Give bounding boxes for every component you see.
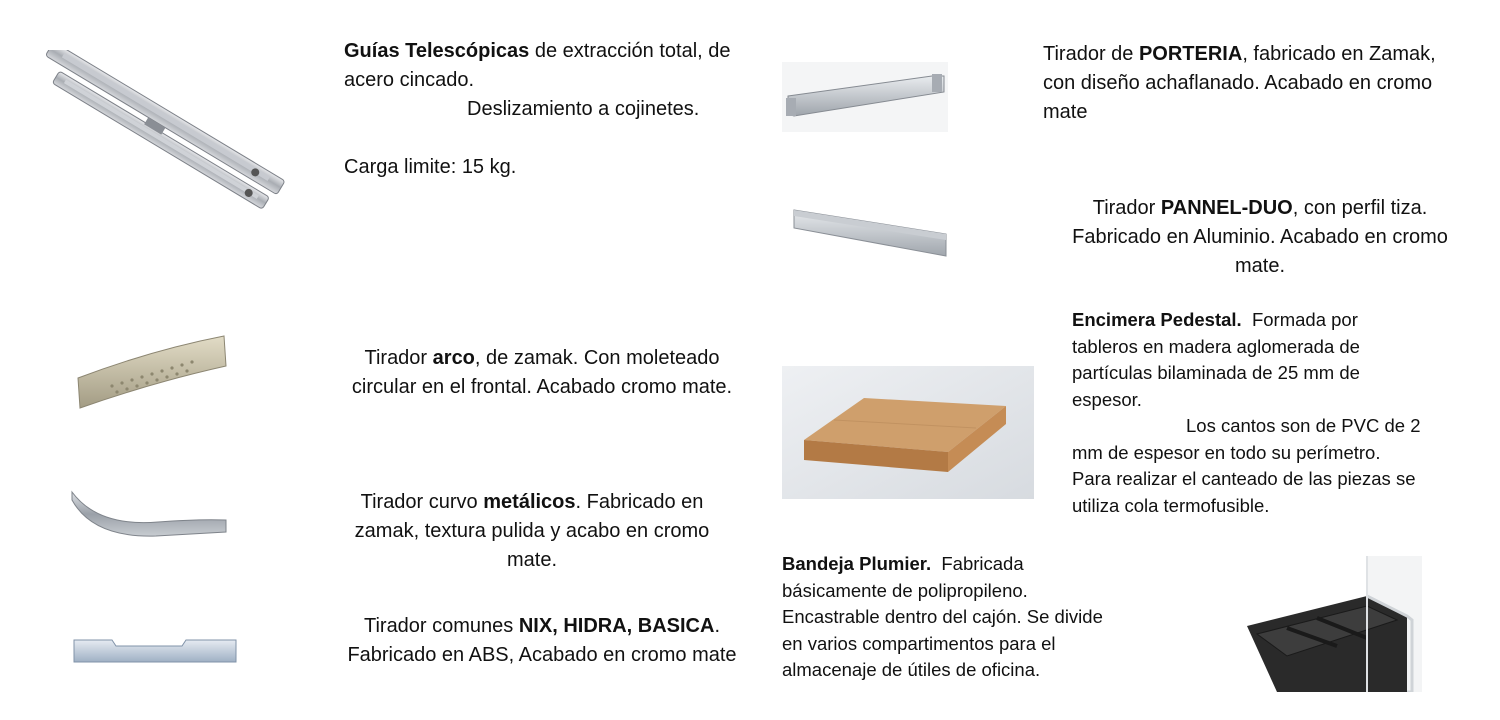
bold-term: Bandeja Plumier.: [782, 553, 932, 574]
desc-line: con diseño achaflanado. Acabado en cromo: [1043, 72, 1433, 94]
desc-text: .: [714, 615, 720, 637]
desc-line: en varios compartimentos para el: [782, 632, 1056, 654]
desc-line: Los cantos son de PVC de 2: [1186, 415, 1421, 436]
desc-line: [344, 37, 764, 66]
curved-handle-image: [68, 482, 230, 542]
bold-term: PORTERIA: [1138, 43, 1243, 65]
bar-handle-image: [782, 62, 948, 132]
desc-text: Tirador comunes: [363, 615, 519, 637]
wood-board-image: [782, 366, 1034, 499]
desc-line: [344, 124, 764, 153]
bold-term: PANNEL-DUO: [1160, 197, 1293, 219]
arch-handle-image: [72, 330, 232, 410]
arch-handle-description: [318, 344, 766, 402]
desc-line: [318, 344, 766, 373]
desc-line: [1040, 194, 1480, 223]
desc-line: tableros en madera aglomerada de: [1072, 335, 1360, 357]
profile-handle-image: [790, 204, 950, 264]
desc-line: mm de espesor en todo su perímetro.: [1072, 441, 1381, 463]
desc-line: circular en el frontal. Acabado cromo mate.: [351, 376, 733, 398]
bold-term: arco: [432, 347, 475, 369]
desc-line: partículas bilaminada de 25 mm de: [1072, 362, 1360, 383]
desc-line: [1043, 40, 1483, 69]
telescopic-slide-description: [344, 37, 764, 182]
desc-line: Fabricado en Aluminio. Acabado en cromo: [1072, 226, 1448, 248]
desc-line: Encastrable dentro del cajón. Se divide: [782, 606, 1103, 627]
desc-text: Tirador: [364, 347, 433, 369]
desc-line: Para realizar el canteado de las piezas se: [1072, 468, 1416, 489]
flat-handle-description: [318, 612, 766, 670]
desc-text: Tirador de: [1043, 43, 1139, 65]
desc-text: Tirador: [1092, 197, 1161, 219]
desc-line: almacenaje de útiles de oficina.: [782, 659, 1041, 680]
desc-line: [318, 488, 746, 517]
bar-handle-description: [1043, 40, 1483, 127]
desc-line: básicamente de polipropileno.: [782, 579, 1028, 601]
desc-line: acero cincado.: [344, 69, 475, 91]
bold-term: Encimera Pedestal.: [1072, 309, 1242, 330]
desc-line: mate: [1043, 101, 1088, 123]
desc-text: de extracción total, de: [529, 40, 731, 62]
desc-line: Fabricado en ABS, Acabado en cromo mate: [347, 644, 737, 666]
wood-board-description: [1072, 307, 1472, 519]
drawer-tray-image: [1217, 556, 1422, 692]
desc-text: Formada por: [1241, 309, 1358, 330]
telescopic-slide-image: [22, 50, 292, 215]
drawer-tray-description: [782, 551, 1182, 684]
desc-line: espesor.: [1072, 388, 1142, 410]
desc-line: [1072, 307, 1472, 334]
desc-line: Carga limite: 15 kg.: [344, 156, 517, 178]
desc-text: Tirador curvo: [360, 491, 484, 513]
flat-handle-image: [72, 632, 238, 672]
bold-term: NIX, HIDRA, BASICA: [518, 615, 715, 637]
desc-line: [782, 551, 1182, 578]
desc-line: [318, 612, 766, 641]
bold-term: metálicos: [483, 491, 576, 513]
desc-text: Fabricada: [931, 553, 1024, 574]
desc-line: Deslizamiento a cojinetes.: [467, 98, 700, 120]
profile-handle-description: [1040, 194, 1480, 281]
desc-text: , de zamak. Con moleteado: [474, 347, 720, 369]
desc-text: , con perfil tiza.: [1292, 197, 1428, 219]
desc-line: mate.: [1234, 255, 1286, 277]
desc-line: mate.: [506, 549, 558, 571]
desc-text: . Fabricado en: [575, 491, 704, 513]
curved-handle-description: [318, 488, 746, 575]
desc-line: utiliza cola termofusible.: [1072, 494, 1270, 516]
bold-term: Guías Telescópicas: [344, 40, 530, 62]
desc-line: zamak, textura pulida y acabo en cromo: [354, 520, 710, 542]
desc-text: , fabricado en Zamak,: [1242, 43, 1436, 65]
